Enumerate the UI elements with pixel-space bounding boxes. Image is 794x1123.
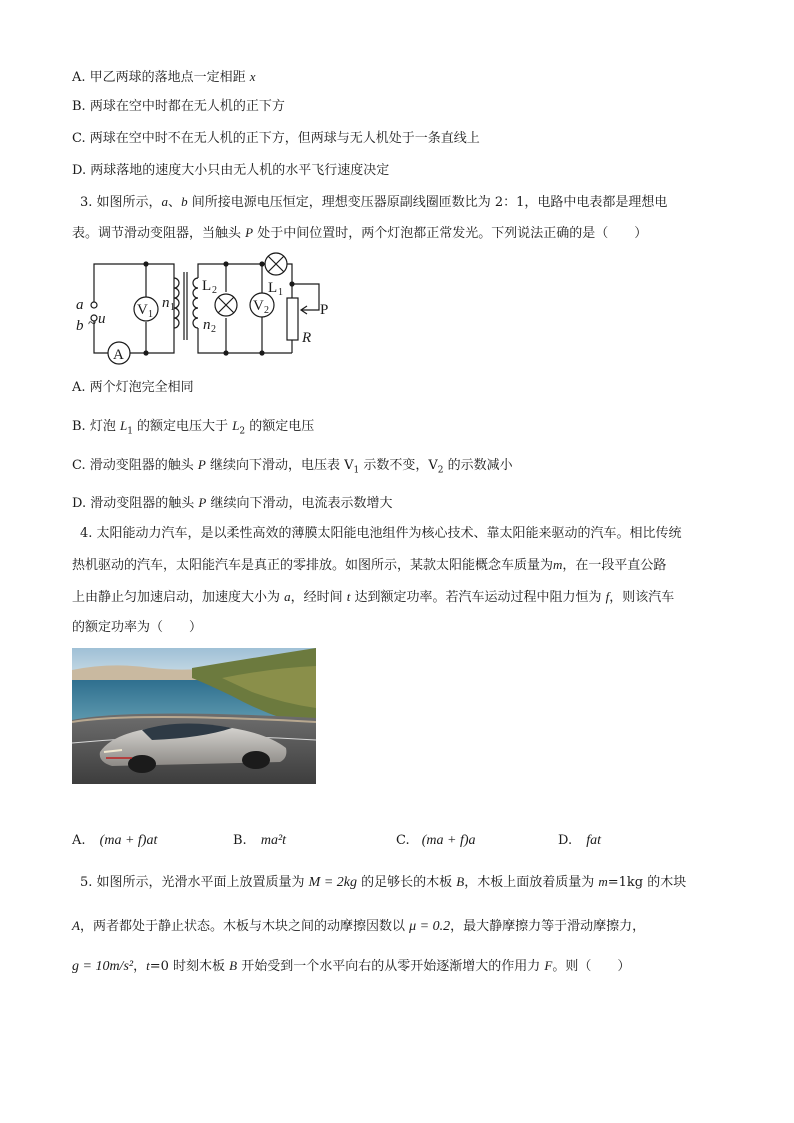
q5-text: =0 时刻木板 [149,959,230,974]
q3-option-a: A. 两个灯泡完全相同 [72,380,194,395]
label-r: R [302,330,312,346]
q5-text: ， [133,959,147,974]
ammeter-label: A [113,347,124,363]
q3-option-b [72,417,314,441]
var-a: a [284,589,291,604]
q5-text: ，木板上面放着质量为 [464,875,599,890]
q3-stem-line2 [72,224,647,243]
q3-var-p: P [245,225,254,240]
q5-math-m: M = 2kg [308,875,357,890]
var-b: B [456,874,465,889]
label-n1-sub: 1 [170,302,175,313]
q3-text: 间所接电源电压恒定，理想变压器原副线圈匝数比为 2：1，电路中电表都是理想电 [187,195,668,210]
voltmeter-v2-label: V [253,298,264,314]
q2-option-a [72,68,256,87]
label-l1-sub: 1 [278,287,283,298]
q4-option-a-label: A. [72,833,86,848]
junction-dot [260,351,264,355]
q5-text: 开始受到一个水平向右的从零开始逐渐增大的作用力 [237,959,545,974]
q4-stem-line4: 的额定功率为（ ） [72,620,203,635]
q4-text: ，经时间 [290,590,347,605]
q4-stem-line2 [72,556,666,575]
q3-text: 示数不变，V [359,458,438,473]
var-m: m [598,874,608,889]
v1-sub: 1 [353,465,360,476]
solar-car-photo [72,648,316,784]
solar-car-illustration [72,648,316,784]
q5-stem-line3 [72,957,630,976]
q5-text: 。则（ ） [552,959,631,974]
q4-option-d-label: D. [558,833,573,848]
q4-text: ，在一段平直公路 [562,558,667,573]
var-p: P [198,495,207,510]
label-l2: L [202,278,212,294]
q4-option-c [396,832,476,850]
var-p: P [197,457,206,472]
label-l2-sub: 2 [212,285,217,296]
q3-text: D. 滑动变阻器的触头 [72,496,199,511]
q3-text: 的额定电压 [245,419,315,434]
var-l1-sub: 1 [127,426,133,437]
q5-text: =1kg 的木块 [607,875,687,890]
q2-option-a-var: x [249,69,256,84]
q2-option-d: D. 两球落地的速度大小只由无人机的水平飞行速度决定 [72,163,390,178]
junction-dot [144,351,148,355]
q4-stem-line3 [72,588,674,607]
q3-text: B. 灯泡 [72,419,120,434]
label-n2: n [203,317,211,333]
q3-option-c [72,456,513,480]
var-t: t [346,589,351,604]
q4-option-b-expr: ma²t [260,833,287,848]
q2-option-c: C. 两球在空中时不在无人机的正下方，但两球与无人机处于一条直线上 [72,131,480,146]
rheostat-r-icon [287,298,298,340]
q3-text: 继续向下滑动，电压表 V [205,458,354,473]
q4-option-c-expr: (ma + f)a [421,833,476,848]
q3-text: 、 [168,195,182,210]
var-b: B [229,958,238,973]
q4-stem-line1: 4. 太阳能动力汽车，是以柔性高效的薄膜太阳能电池组件为核心技术、靠太阳能来驱动的汽车。相比传统 [80,526,682,541]
voltmeter-v1-sub: 1 [148,309,153,320]
q4-text: 达到额定功率。若汽车运动过程中阻力恒为 [350,590,606,605]
q2-option-b: B. 两球在空中时都在无人机的正下方 [72,99,285,114]
terminal-a [91,302,97,308]
junction-dot [260,262,264,266]
label-n2-sub: 2 [211,324,216,335]
label-b: b [76,318,84,334]
q3-stem-line1 [80,193,667,212]
q4-option-d [558,832,601,850]
q3-text: 继续向下滑动，电流表示数增大 [206,496,393,511]
q4-text: 热机驱动的汽车，太阳能汽车是真正的零排放。如图所示，某款太阳能概念车质量为 [72,558,554,573]
var-t: t [146,958,150,973]
transformer-circuit-diagram [74,250,334,365]
q4-option-a [72,832,157,850]
q4-option-b-label: B. [233,833,247,848]
var-a: A [72,918,80,933]
q5-math-mu: μ = 0.2 [409,919,451,934]
q4-option-b [233,832,286,850]
var-f: F [544,958,553,973]
var-l1: L [119,418,128,433]
q3-var-b: b [181,194,188,209]
q5-text: ，两者都处于静止状态。木板与木块之间的动摩擦因数以 [79,919,410,934]
q3-text: C. 滑动变阻器的触头 [72,458,198,473]
junction-dot [224,351,228,355]
label-u: u [98,311,106,327]
junction-dot [290,282,294,286]
q5-text: 的足够长的木板 [357,875,457,890]
var-f: f [605,589,610,604]
secondary-coil [193,278,198,328]
junction-dot [224,262,228,266]
junction-dot [144,262,148,266]
q3-text: 表。调节滑动变阻器，当触头 [72,226,246,241]
q4-option-a-expr: (ma + f)at [99,833,158,848]
q5-text: 5. 如图所示，光滑水平面上放置质量为 [80,875,309,890]
q3-text: 的示数减小 [443,458,513,473]
q3-option-d [72,494,392,513]
q3-text: 处于中间位置时，两个灯泡都正常发光。下列说法正确的是（ ） [253,226,648,241]
v2-sub: 2 [437,465,444,476]
q5-text: ，最大静摩擦力等于滑动摩擦力， [450,919,646,934]
label-l1: L [268,280,278,296]
q5-stem-line2 [72,917,645,936]
q4-option-c-label: C. [396,833,410,848]
secondary-wire [198,264,292,353]
q3-text: 3. 如图所示， [80,195,162,210]
var-l2: L [232,418,240,433]
q3-text: 的额定电压大于 [132,419,233,434]
q4-option-d-expr: fat [586,833,602,848]
var-l2-sub: 2 [239,426,246,437]
q5-math-g: g = 10m/s² [72,959,134,974]
label-a: a [76,297,84,313]
q4-text: 上由静止匀加速启动，加速度大小为 [72,590,285,605]
voltmeter-v2-sub: 2 [264,305,269,316]
label-n1: n [162,295,170,311]
var-m: m [553,557,563,572]
q3-var-a: a [161,194,169,209]
q5-stem-line1 [80,873,686,892]
q4-text: ，则该汽车 [609,590,675,605]
label-tilde: ~ [88,316,97,332]
label-p: P [320,302,329,318]
q2-option-a-text: A. 甲乙两球的落地点一定相距 [72,70,246,85]
voltmeter-v1-label: V [137,302,148,318]
